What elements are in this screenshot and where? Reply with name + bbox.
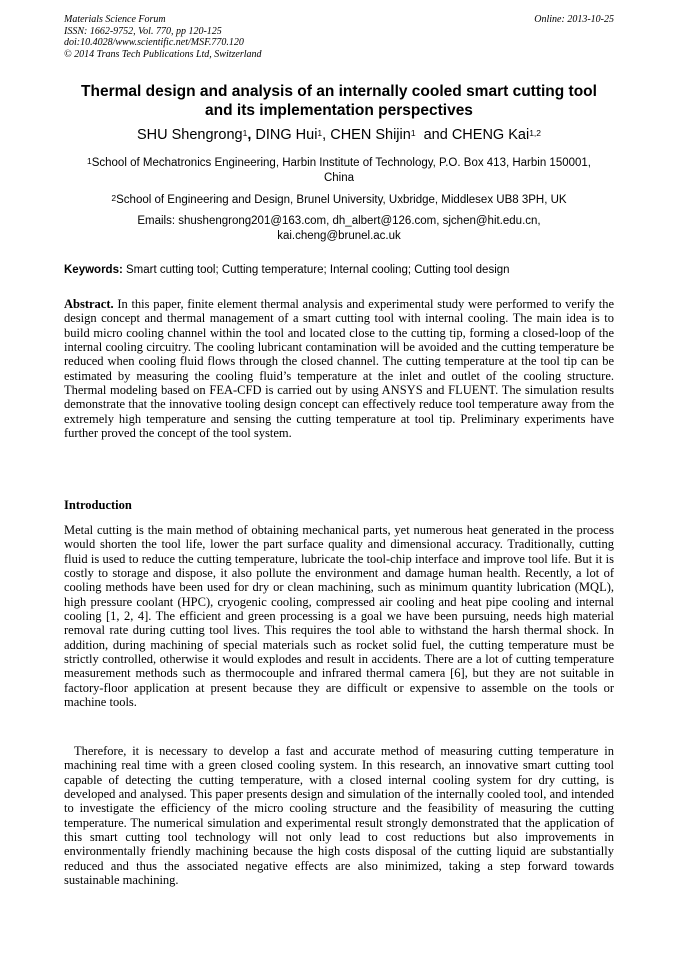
keywords-text: Smart cutting tool; Cutting temperature; Internal cooling; Cutting tool design [122, 264, 510, 276]
affiliation-2-text: School of Engineering and Design, Brunel University, Uxbridge, Middlesex UB8 3PH, UK [116, 194, 567, 206]
author-separator: , [322, 127, 331, 143]
paper-title [40, 82, 638, 120]
author-list [40, 126, 638, 144]
title-line-2: and its implementation perspectives [205, 102, 473, 119]
online-date: Online: 2013-10-25 [534, 14, 614, 25]
section-heading-introduction: Introduction [64, 498, 132, 512]
abstract [64, 297, 614, 440]
author-name: CHEN Shijin [330, 127, 411, 143]
author-separator: , [247, 127, 256, 143]
introduction-paragraph-1: Metal cutting is the main method of obtaining mechanical parts, yet numerous heat generated in the process would shorten the tool life, lower the part surface quality and dimensional accuracy. Traditionally, cutting fluid is used to reduce the cutting temperature, lubricate the tool-chip interface and improve tool life. But it is costly to storage and dispose, it also pollute the environment and damage human health. Recently, a lot of cooling methods have been used for dry or clean machining, such as minimum quantity lubrication (MQL), high pressure coolant (HPC), cryogenic cooling, compressed air cooling and heat pipe cooling and internal cooling [1, 2, 4]. The efficient and green processing is a goal we have been pursuing, needs high material removal rate during cutting tool lives. This requires the tool able to withstand the harsh thermal shock. In addition, during machining of special materials such as rocket solid fuel, the cutting temperature must be strictly controlled, otherwise it would explodes and result in accidents. There are a lot of cutting temperature measurement methods such as thermocouple and infrared thermal camera [6], but they are not suitable in factory-floor application at present because they are difficult or expensive to assemble on the tools or machine tools. [64, 523, 614, 710]
affiliation-2 [50, 193, 628, 208]
affiliation-1 [50, 156, 628, 186]
issn-line: ISSN: 1662-9752, Vol. 770, pp 120-125 [64, 25, 222, 37]
title-line-1: Thermal design and analysis of an internally cooled smart cutting tool [81, 83, 597, 100]
journal-header [64, 14, 262, 60]
journal-name: Materials Science Forum [64, 14, 166, 25]
keywords-label: Keywords: [64, 264, 123, 276]
author-emails [50, 214, 628, 244]
emails-line-1: Emails: shushengrong201@163.com, dh_albert@126.com, sjchen@hit.edu.cn, [137, 215, 541, 227]
author-affiliation-mark: 1,2 [529, 128, 542, 138]
doi-line: doi:10.4028/www.scientific.net/MSF.770.120 [64, 37, 244, 48]
author-affiliation-mark: 1 [410, 128, 416, 138]
author-name: CHENG Kai [451, 127, 530, 143]
author-name: SHU Shengrong [136, 127, 243, 143]
author-separator: and [415, 127, 452, 143]
author-affiliation-mark: 1 [242, 128, 248, 138]
abstract-label: Abstract. [64, 297, 114, 311]
introduction-paragraph-2: Therefore, it is necessary to develop a fast and accurate method of measuring cutting temperature in machining real time with a green closed cooling system. In this research, an innovative smart cutting tool capable of detecting the cutting temperature, with a closed internal cooling system for dry cutting, is developed and analysed. This paper presents design and simulation of the internally cooled tool, and intended to investigate the efficiency of the micro cooling structure and the feasibility of measuring the cutting temperature. The numerical simulation and experimental result strongly demonstrated that the application of this smart cutting tool technology will not only lead to cost reductions but also improvements in environmentally friendly machining because the high costs disposal of the cutting liquid are substantially reduced and thus the associated negative effects are also minimized, taking a step forward towards sustainable machining. [64, 744, 614, 888]
affiliation-1-country: China [323, 172, 355, 184]
affiliation-1-mark: 1 [86, 156, 92, 166]
affiliation-2-mark: 2 [111, 193, 117, 203]
author-name: DING Hui [255, 127, 318, 143]
emails-line-2: kai.cheng@brunel.ac.uk [277, 230, 401, 242]
affiliation-1-text: School of Mechatronics Engineering, Harbin Institute of Technology, P.O. Box 413, Harbin 150001, [91, 157, 591, 169]
abstract-text: In this paper, finite element thermal analysis and experimental study were performed to verify the design concept and thermal management of a smart cutting tool with internal cooling. The main idea is to build micro cooling channel within the tool and located close to the cutting tip, forming a closed-loop of the internal cooling circuitry. The cooling lubricant contamination will be avoided and the cutting temperature be reduced when cooling fluid flows through the closed channel. The cutting temperature at the tool tip can be estimated by measuring the cooling fluid’s temperature at the inlet and outlet of the cooling structure. Thermal modeling based on FEA-CFD is carried out by using ANSYS and FLUENT. The simulation results demonstrate that the innovative tooling design concept can effectively reduce tool temperature away from the extremely high temperature and sensing the cutting temperature at tool tip. Preliminary experiments have further proved the concept of the tool system. [64, 297, 614, 441]
copyright-line: © 2014 Trans Tech Publications Ltd, Switzerland [64, 48, 262, 60]
author-affiliation-mark: 1 [317, 128, 323, 138]
keywords [64, 263, 614, 278]
